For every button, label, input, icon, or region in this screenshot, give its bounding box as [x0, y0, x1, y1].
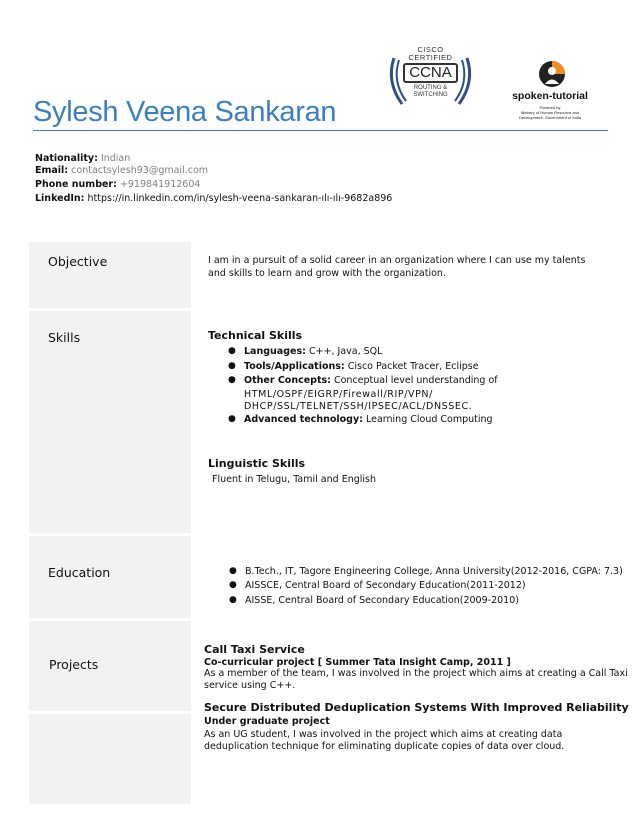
phone-row [35, 179, 200, 190]
header-divider [33, 130, 608, 131]
ministry-text-2: Development, Government of India [518, 115, 582, 120]
nationality-value: Indian [100, 153, 131, 164]
project-1-line-1: As a member of the team, I was involved in the project which aims at creating a Call Taxi [204, 668, 628, 679]
advanced-label: Advanced technology: [244, 414, 363, 425]
email-label: Email: [35, 165, 69, 176]
skill-tools [228, 360, 479, 373]
education-label: Education [48, 565, 111, 580]
ccna-routing-text: ROUTING & [413, 85, 448, 91]
email-row [35, 165, 208, 176]
concepts-label: Other Concepts: [244, 375, 331, 386]
project-1-line-2: service using C++. [204, 680, 296, 691]
ccna-certified-text: CERTIFIED [408, 53, 453, 62]
education-item-text: AISSE, Central Board of Secondary Education(2009-2010) [245, 595, 519, 606]
concepts-value: Conceptual level understanding of [333, 375, 498, 386]
tools-label: Tools/Applications: [244, 361, 345, 372]
ccna-badge [384, 44, 477, 110]
skills-label: Skills [48, 330, 81, 345]
phone-label: Phone number: [35, 179, 117, 190]
section-divider [29, 618, 191, 621]
project-1-title: Call Taxi Service [204, 643, 305, 656]
bullet-icon: ● [229, 595, 237, 605]
bullet-icon: ● [229, 580, 237, 590]
spoken-tutorial-icon [538, 60, 566, 88]
spoken-tutorial-brand: spoken-tutorial [512, 90, 588, 102]
project-2-title: Secure Distributed Deduplication Systems With Improved Reliability [204, 701, 629, 714]
ccna-cisco-text: CISCO [417, 45, 444, 54]
project-2-subtitle: Under graduate project [204, 716, 330, 727]
skill-advanced [228, 413, 493, 426]
spoken-tutorial-logo [505, 60, 595, 124]
project-1-subtitle: Co-curricular project [ Summer Tata Insight Camp, 2011 ] [204, 657, 511, 668]
bullet-icon: ● [228, 375, 236, 385]
ccna-main-text: CCNA [403, 63, 458, 83]
objective-line-1: I am in a pursuit of a solid career in an organization where I can use my talents [208, 255, 586, 266]
projects-label: Projects [49, 657, 99, 672]
linguistic-skills-heading: Linguistic Skills [208, 457, 306, 470]
linguistic-value: Fluent in Telugu, Tamil and English [212, 474, 377, 485]
technical-skills-heading: Technical Skills [208, 329, 303, 342]
ccna-switching-text: SWITCHING [413, 92, 448, 98]
linkedin-row [35, 193, 392, 204]
tools-value: Cisco Packet Tracer, Eclipse [347, 361, 479, 372]
section-label-panel [29, 242, 191, 804]
section-divider [29, 711, 191, 714]
education-item-text: AISSCE, Central Board of Secondary Education(2011-2012) [245, 580, 526, 591]
advanced-value: Learning Cloud Computing [365, 414, 493, 425]
objective-line-2: and skills to learn and grow with the organization. [208, 268, 446, 279]
objective-label: Objective [48, 254, 108, 269]
concepts-line-3: DHCP/SSL/TELNET/SSH/IPSEC/ACL/DNSSEC. [244, 401, 473, 412]
ministry-text-1: Ministry of Human Resource and [520, 110, 580, 115]
bullet-icon: ● [228, 361, 236, 371]
languages-label: Languages: [244, 346, 306, 357]
bullet-icon: ● [228, 414, 236, 424]
bullet-icon: ● [228, 346, 236, 356]
bullet-icon: ● [229, 566, 237, 576]
section-divider [29, 308, 191, 311]
education-item [229, 565, 623, 578]
education-item [229, 594, 519, 607]
nationality-row [35, 153, 130, 164]
project-2-line-2: deduplication technique for eliminating duplicate copies of data over cloud. [204, 741, 565, 752]
project-2-line-1: As an UG student, I was involved in the project which aims at creating data [204, 729, 563, 740]
candidate-name: Sylesh Veena Sankaran [33, 96, 337, 128]
phone-value: +919841912604 [119, 179, 201, 190]
powered-by-text: Powered by [539, 105, 561, 110]
linkedin-label: LinkedIn: [35, 193, 85, 204]
section-divider [29, 533, 191, 536]
email-value[interactable]: contactsylesh93@gmail.com [71, 165, 209, 176]
concepts-line-2: HTML/OSPF/EIGRP/Firewall/RIP/VPN/ [244, 389, 433, 400]
skill-concepts [228, 374, 498, 387]
languages-value: C++, Java, SQL [308, 346, 383, 357]
linkedin-link[interactable]: https://in.linkedin.com/in/sylesh-veena-sankaran-ılı-ılı-9682a896 [87, 193, 393, 204]
education-item-text: B.Tech., IT, Tagore Engineering College, Anna University(2012-2016, CGPA: 7.3) [245, 566, 623, 577]
education-item [229, 579, 526, 592]
nationality-label: Nationality: [35, 153, 98, 164]
skill-languages [228, 345, 383, 358]
